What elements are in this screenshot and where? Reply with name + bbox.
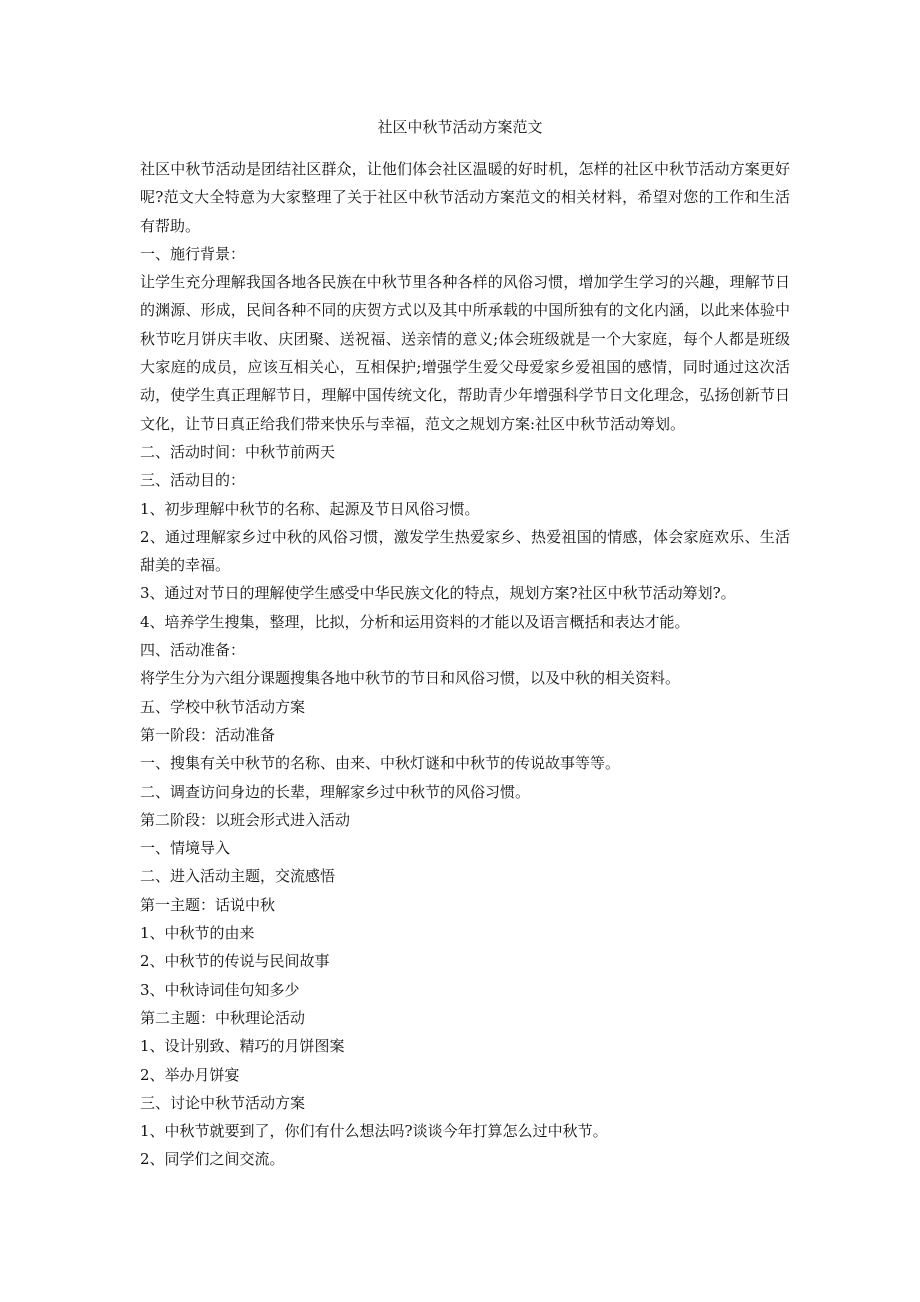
discussion-item-1: 1、中秋节就要到了，你们有什么想法吗?谈谈今年打算怎么过中秋节。 xyxy=(140,1122,608,1141)
stage-2-item-1: 一、情境导入 xyxy=(140,839,231,858)
discussion-item-2: 2、同学们之间交流。 xyxy=(140,1150,285,1169)
theme-2-item-2: 2、举办月饼宴 xyxy=(140,1065,240,1084)
stage-2-item-2: 二、进入活动主题，交流感悟 xyxy=(140,867,336,886)
heading-theme-2: 第二主题：中秋理论活动 xyxy=(140,1008,306,1027)
paragraph-intro: 社区中秋节活动是团结社区群众，让他们体会社区温暖的好时机，怎样的社区中秋节活动方案更好呢?范文大全特意为大家整理了关于社区中秋节活动方案范文的相关材料，希望对您的工作和生活有帮助。 xyxy=(140,160,790,235)
document-title: 社区中秋节活动方案范文 xyxy=(377,118,543,136)
paragraph-preparation: 将学生分为六组分课题搜集各地中秋节的节日和风俗习惯，以及中秋的相关资料。 xyxy=(140,669,681,688)
purpose-item-2: 2、通过理解家乡过中秋的风俗习惯，激发学生热爱家乡、热爱祖国的情感，体会家庭欢乐、生活甜美的幸福。 xyxy=(140,527,790,575)
theme-1-item-3: 3、中秋诗词佳句知多少 xyxy=(140,980,300,999)
heading-activity-time: 二、活动时间：中秋节前两天 xyxy=(140,442,336,461)
stage-1-item-2: 二、调查访问身边的长辈，理解家乡过中秋节的风俗习惯。 xyxy=(140,782,531,801)
purpose-item-3: 3、通过对节日的理解使学生感受中华民族文化的特点，规划方案?社区中秋节活动筹划?。 xyxy=(140,584,736,603)
heading-activity-preparation: 四、活动准备： xyxy=(140,641,246,660)
heading-stage-1: 第一阶段：活动准备 xyxy=(140,725,276,744)
document-body xyxy=(140,155,790,1174)
purpose-item-4: 4、培养学生搜集，整理，比拟，分析和运用资料的才能以及语言概括和表达才能。 xyxy=(140,612,690,631)
heading-stage-2: 第二阶段：以班会形式进入活动 xyxy=(140,810,351,829)
theme-1-item-2: 2、中秋节的传说与民间故事 xyxy=(140,952,330,971)
heading-theme-1: 第一主题：话说中秋 xyxy=(140,895,276,914)
heading-background: 一、施行背景： xyxy=(140,244,246,263)
heading-activity-purpose: 三、活动目的： xyxy=(140,471,246,490)
purpose-item-1: 1、初步理解中秋节的名称、起源及节日风俗习惯。 xyxy=(140,499,480,518)
heading-discussion: 三、讨论中秋节活动方案 xyxy=(140,1093,306,1112)
heading-school-plan: 五、学校中秋节活动方案 xyxy=(140,697,306,716)
theme-1-item-1: 1、中秋节的由来 xyxy=(140,924,255,943)
paragraph-background: 让学生充分理解我国各地各民族在中秋节里各种各样的风俗习惯，增加学生学习的兴趣，理解节日的渊源、形成，民间各种不同的庆贺方式以及其中所承载的中国所独有的文化内涵，以此来体验中秋节吃月饼庆丰收、庆团聚、送祝福、送亲情的意义;体会班级就是一个大家庭，每个人都是班级大家庭的成员，应该互相关心，互相保护;增强学生爱父母爱家乡爱祖国的感情，同时通过这次活动，使学生真正理解节日，理解中国传统文化，帮助青少年增强科学节日文化理念，弘扬创新节日文化，让节日真正给我们带来快乐与幸福，范文之规划方案:社区中秋节活动筹划。 xyxy=(140,273,790,433)
theme-2-item-1: 1、设计别致、精巧的月饼图案 xyxy=(140,1037,345,1056)
stage-1-item-1: 一、搜集有关中秋节的名称、由来、中秋灯谜和中秋节的传说故事等等。 xyxy=(140,754,621,773)
